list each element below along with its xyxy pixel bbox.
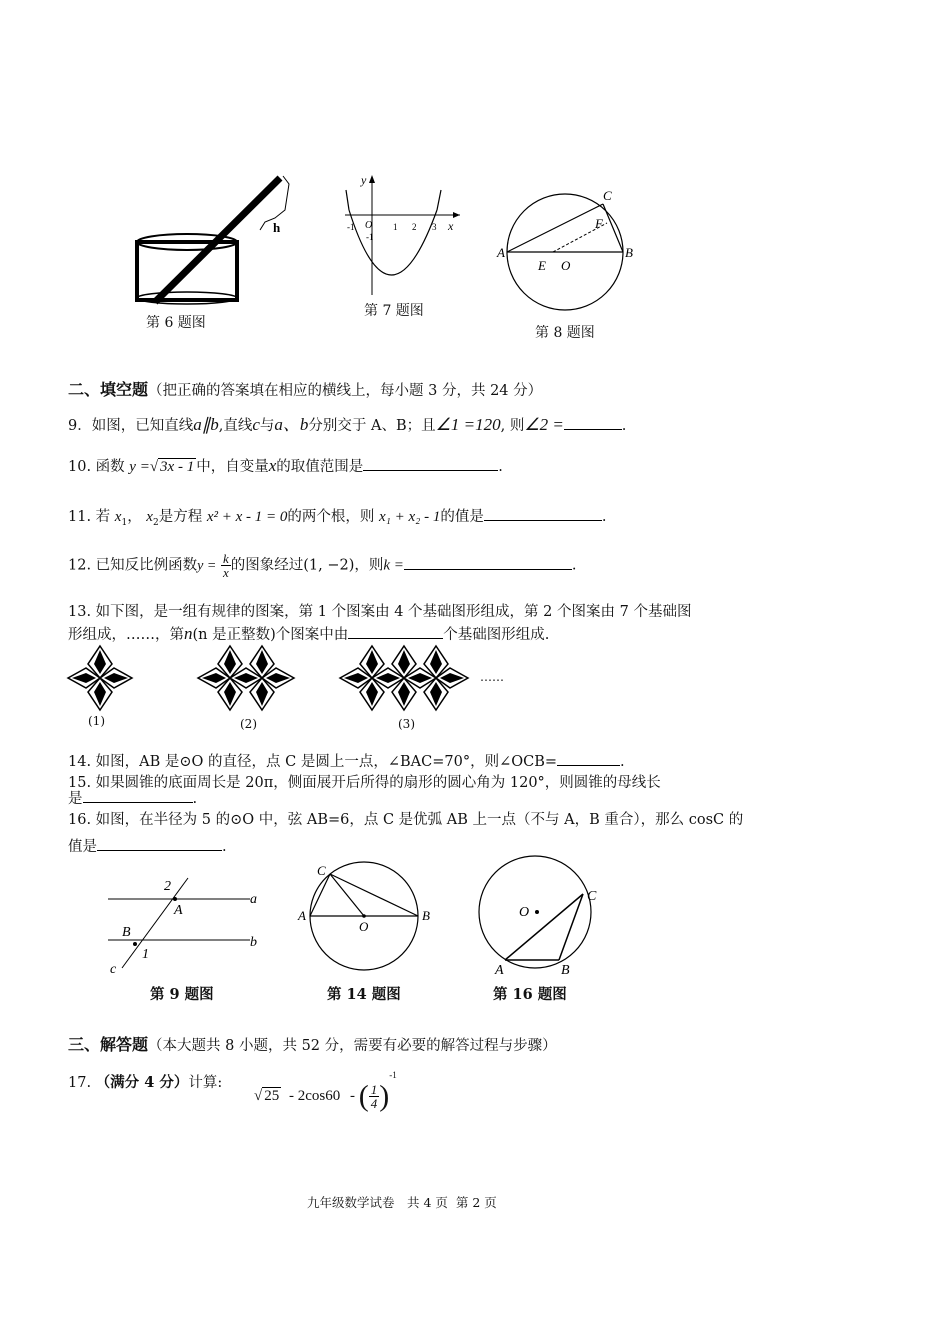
question-13-line1: 13. 如下图，是一组有规律的图案，第 1 个图案由 4 个基础图形组成，第 2 个图案由 7 个基础图: [68, 604, 692, 620]
q13-line2-c: 个基础图形组成.: [443, 627, 550, 643]
q11-x1: x: [114, 509, 122, 525]
fig7-tick: 3: [432, 222, 437, 232]
q11-expression: x₁ + x₂ - 1: [378, 509, 441, 525]
q15-answer-blank[interactable]: [83, 788, 193, 803]
figure-8: [495, 180, 645, 320]
fig16-label-b: B: [561, 963, 570, 978]
pattern-label-3: (3): [398, 717, 415, 731]
q11-comma: ，: [127, 509, 142, 525]
q11-tail: 的值是: [440, 509, 484, 525]
q11-mid2: 的两个根，则: [287, 509, 375, 525]
fig7-tick: -1: [366, 232, 374, 242]
q13-line2-a: 形组成，……，第: [68, 627, 184, 643]
question-15-line2: [68, 787, 197, 808]
q17-mid: - 2cos60: [288, 1088, 341, 1104]
q11-x2-sub: 2: [152, 517, 159, 528]
q10-radicand: 3x - 1: [160, 459, 195, 475]
q9-end: .: [621, 418, 627, 434]
q9-c: c: [252, 415, 260, 434]
q12-tail: 的图象经过(1, −2)，则: [230, 557, 384, 574]
q11-lead: 11. 若: [68, 509, 111, 525]
fig14-label-a: A: [298, 908, 306, 923]
q15-line2: 是: [68, 791, 83, 807]
fig7-axis-y: y: [361, 173, 367, 187]
q17-lead: 17.: [68, 1075, 92, 1091]
fig7-tick: -1: [347, 222, 355, 232]
q13-answer-blank[interactable]: [348, 624, 443, 639]
fig9-label-a-point: A: [174, 903, 183, 918]
q17-expression: [254, 1070, 397, 1114]
fig14-label-c: C: [317, 863, 326, 878]
q17-tail: 计算:: [188, 1075, 223, 1091]
q12-fraction: [221, 552, 231, 579]
q9-ab: a、b: [274, 415, 309, 434]
fig7-caption: 第 7 题图: [364, 303, 424, 319]
fig9-label-1: 1: [142, 947, 149, 962]
q17-score: （满分 4 分）: [95, 1074, 189, 1091]
question-16-line2: [68, 835, 227, 856]
fig9-caption: 第 9 题图: [150, 986, 214, 1003]
q16-answer-blank[interactable]: [97, 836, 222, 851]
q17-frac-den: 4: [370, 1096, 378, 1112]
section2-note: （把正确的答案填在相应的横线上，每小题 3 分，共 24 分）: [148, 383, 543, 399]
q9-a: a: [193, 415, 202, 434]
question-10: [68, 455, 503, 476]
q17-sqrt-sign: √: [254, 1088, 263, 1104]
q9-lead: 9．如图，已知直线: [68, 418, 194, 434]
fig9-label-a-line: a: [250, 892, 257, 907]
q11-mid: 是方程: [158, 509, 203, 525]
section2-heading: [68, 377, 542, 400]
pattern-label-1: (1): [88, 714, 105, 728]
fig16-label-o: O: [519, 905, 530, 920]
fig14-label-o: O: [359, 919, 369, 934]
fig9-label-c: c: [110, 962, 117, 977]
fig8-caption: 第 8 题图: [535, 325, 595, 341]
q14-end: .: [620, 754, 625, 770]
fig8-label-o: O: [561, 258, 571, 273]
fig8-label-b: B: [625, 245, 633, 260]
q9-answer-blank[interactable]: [564, 415, 622, 430]
pattern-label-2: (2): [240, 717, 257, 731]
q11-x1-sub: 1: [121, 517, 128, 528]
q13-n: n: [184, 624, 193, 643]
fig7-origin: O: [365, 220, 373, 231]
q17-fraction: [369, 1083, 380, 1110]
pattern-2: [198, 646, 294, 710]
section3-heading: [68, 1032, 557, 1055]
q14-text: 14. 如图，AB 是⊙O 的直径，点 C 是圆上一点，∠BAC=70°，则∠OCB=: [68, 754, 558, 770]
q9-b: b: [210, 415, 219, 434]
question-11: [68, 505, 606, 528]
question-9: [68, 410, 626, 435]
q11-equation: x² + x - 1 = 0: [206, 509, 288, 525]
figure-7: [335, 170, 465, 300]
q12-frac-num: k: [222, 551, 229, 566]
q17-sqrt-arg: 25: [264, 1088, 280, 1104]
section3-note: （本大题共 8 小题，共 52 分，需要有必要的解答过程与步骤）: [148, 1038, 557, 1054]
q12-end: .: [571, 557, 577, 574]
q17-exponent: -1: [389, 1070, 397, 1080]
fig16-label-c: C: [587, 889, 597, 904]
pattern-1: [68, 646, 132, 710]
question-17: [68, 1071, 222, 1092]
page-footer: 九年级数学试卷 共 4 页 第 2 页: [307, 1195, 497, 1210]
q13-patterns: [60, 640, 530, 740]
q10-sqrt-sign: √: [149, 459, 159, 475]
fig8-label-e: E: [538, 258, 546, 273]
fig8-label-a: A: [497, 245, 505, 260]
fig7-axis-x: x: [448, 219, 454, 233]
q17-frac-num: 1: [370, 1082, 378, 1098]
question-16-line1: 16. 如图，在半径为 5 的⊙O 中，弦 AB=6，点 C 是优弧 AB 上一点（不与 A，B 重合），那么 cosC 的: [68, 812, 744, 828]
q9-angle1: ∠1 =120: [435, 415, 501, 434]
fig9-label-b-line: b: [250, 935, 257, 950]
fig6-label-h: h: [273, 220, 281, 235]
q15-end: .: [192, 791, 198, 807]
figure-14: [290, 860, 440, 980]
fig14-label-b: B: [422, 908, 430, 923]
q12-y: y =: [197, 558, 217, 574]
fig9-label-2: 2: [164, 879, 171, 894]
question-15-line1: 15. 如果圆锥的底面周长是 20π，侧面展开后所得的扇形的圆心角为 120°，则圆锥的母线长: [68, 775, 661, 791]
q17-paren-left: (: [358, 1079, 369, 1113]
q16-end: .: [222, 839, 227, 855]
fig16-caption: 第 16 题图: [493, 986, 567, 1003]
pattern-ellipsis: ……: [480, 670, 504, 684]
q14-answer-blank[interactable]: [557, 751, 620, 766]
fig8-label-c: C: [603, 188, 612, 203]
q12-frac-den: x: [222, 565, 229, 580]
q12-answer-blank[interactable]: [404, 555, 572, 570]
pattern-3: [340, 646, 468, 710]
q10-tail: 的取值范围是: [276, 459, 364, 475]
question-12: [68, 552, 577, 579]
fig14-caption: 第 14 题图: [327, 986, 401, 1003]
fig7-tick: 1: [393, 222, 398, 232]
fig6-caption: 第 6 题图: [146, 315, 206, 331]
q11-end: .: [601, 509, 607, 525]
q9-mid2: 与: [259, 418, 275, 434]
fig7-tick: 2: [412, 222, 417, 232]
q11-x2: x: [146, 509, 153, 525]
q10-mid: 中，自变量: [196, 459, 269, 475]
q11-answer-blank[interactable]: [484, 506, 602, 521]
q9-angle2: ∠2 =: [524, 415, 564, 434]
figure-16: [475, 850, 615, 980]
q12-k: k =: [383, 557, 404, 574]
q10-x: x: [268, 456, 277, 475]
q9-mid1: ,直线: [218, 418, 253, 434]
q9-parallel: ∥: [201, 415, 211, 434]
q10-answer-blank[interactable]: [363, 456, 498, 471]
fig9-label-b-point: B: [122, 925, 131, 940]
section3-title: 三、解答题: [68, 1035, 149, 1054]
section2-title: 二、填空题: [68, 380, 149, 399]
q9-mid3: 分别交于 A、B；且: [308, 418, 436, 434]
q10-end: .: [498, 459, 503, 475]
q10-formula-left: y =: [129, 459, 150, 475]
q17-minus: -: [349, 1088, 355, 1104]
q17-paren-right: ): [379, 1079, 390, 1113]
q13-line2-b: (n 是正整数)个图案中由: [192, 627, 349, 643]
q10-lead: 10. 函数: [68, 459, 125, 475]
figure-9: [100, 870, 270, 980]
fig16-label-a: A: [495, 963, 504, 978]
question-14: [68, 750, 625, 771]
q16-line2: 值是: [68, 839, 97, 855]
fig8-label-f: F: [595, 216, 603, 231]
q9-mid4: , 则: [500, 418, 525, 434]
q12-lead: 12. 已知反比例函数: [68, 557, 198, 574]
